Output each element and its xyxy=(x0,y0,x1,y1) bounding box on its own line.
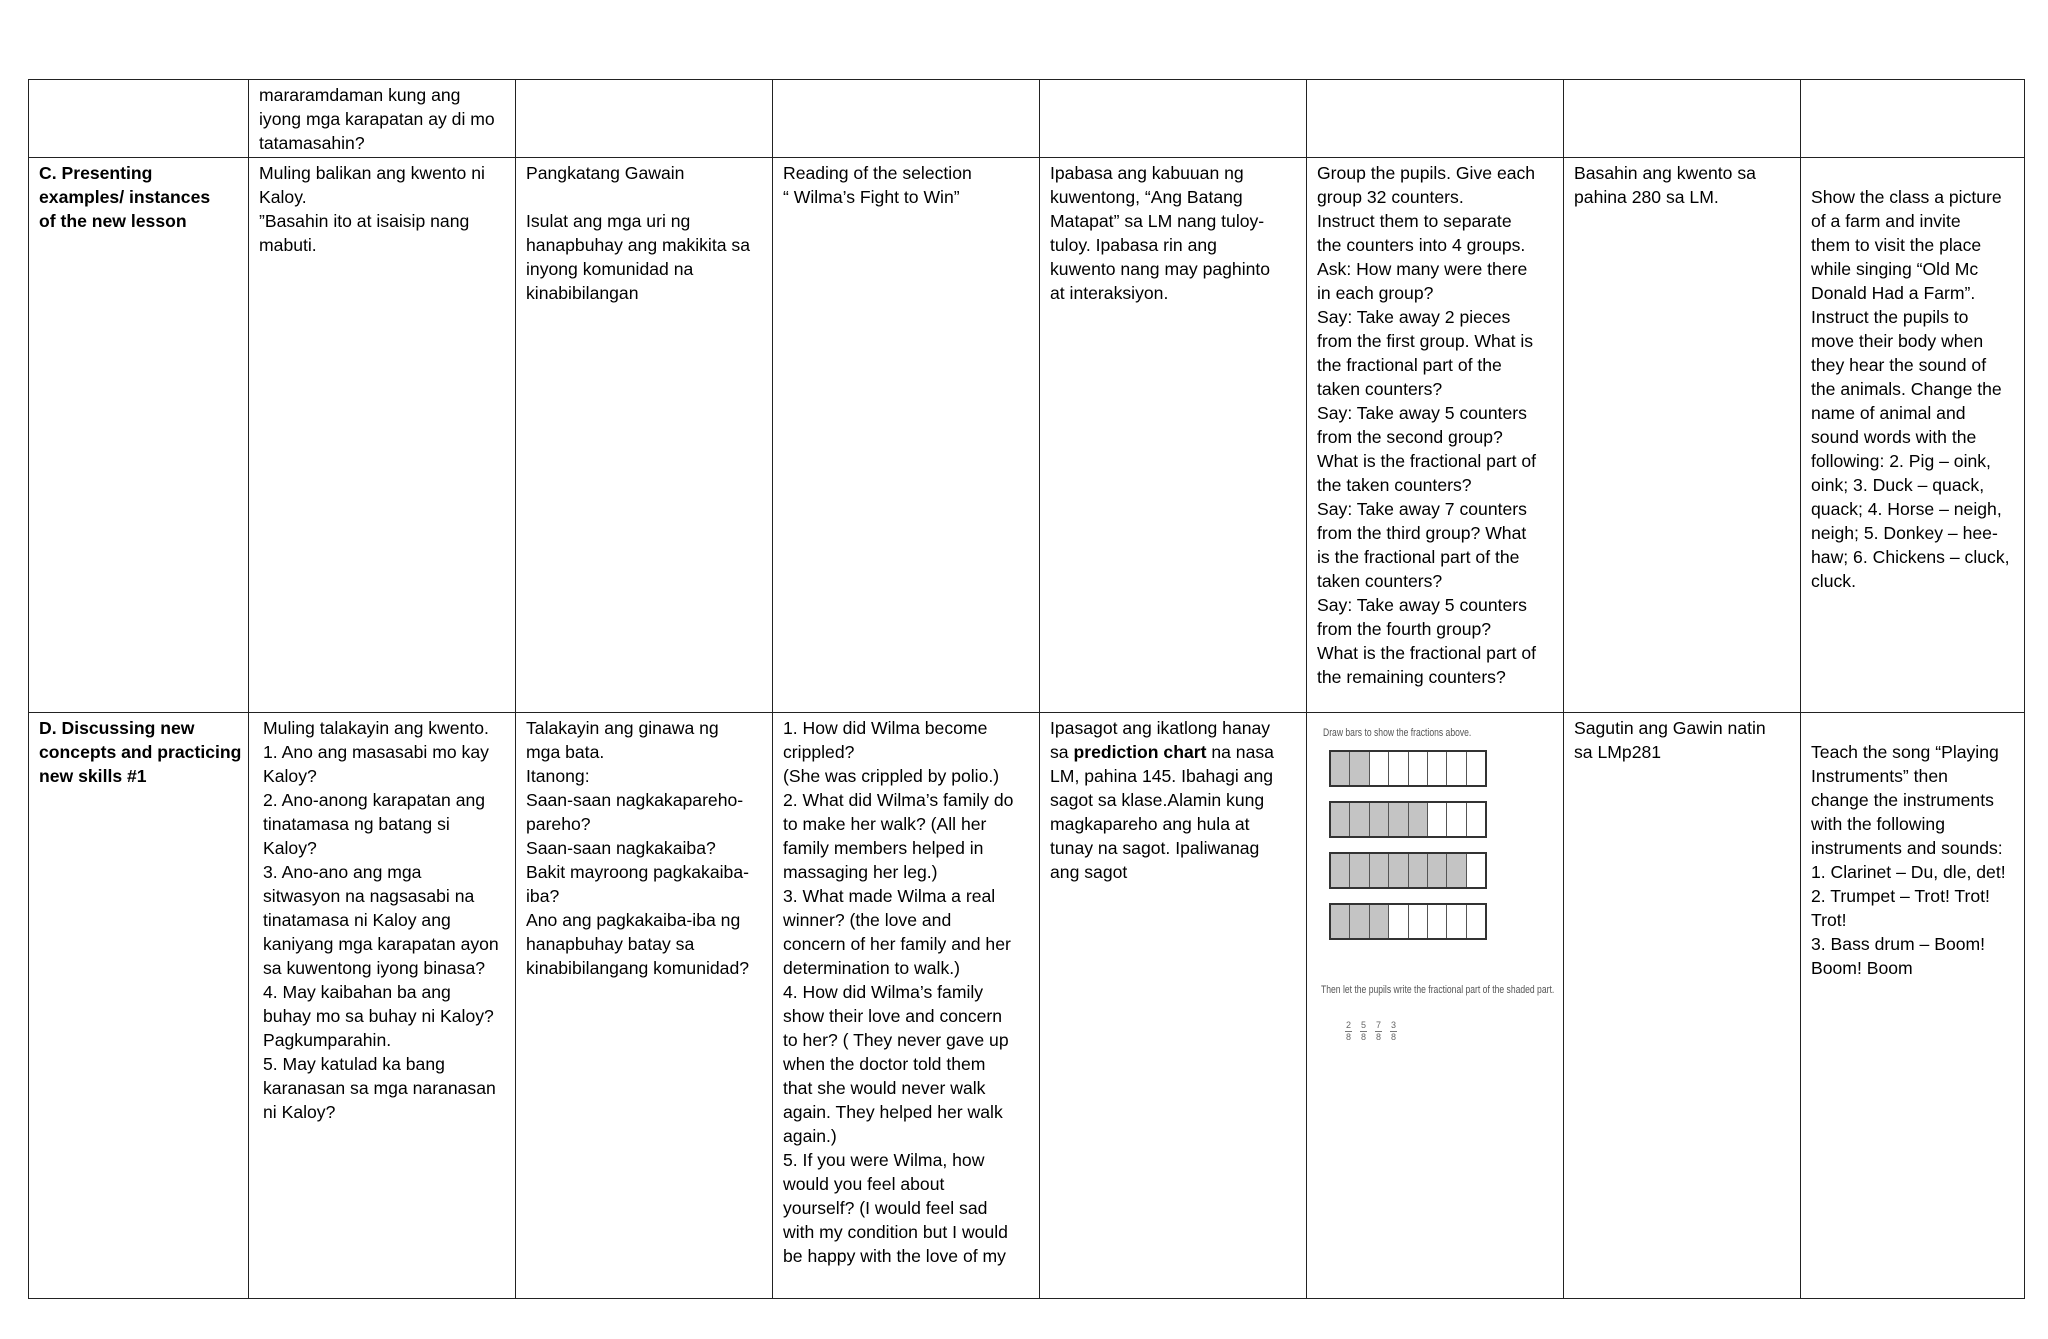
table-cell xyxy=(1564,158,1801,713)
text-line: 1. Ano ang masasabi mo kay xyxy=(263,742,489,762)
text-line: 1. How did Wilma become xyxy=(783,718,988,738)
text-fragment: sa xyxy=(1050,742,1074,762)
row-label-cell xyxy=(29,80,249,158)
text-line: sa kuwentong iyong binasa? xyxy=(263,958,486,978)
text-line: Trot! xyxy=(1811,910,1847,930)
text-line: iyong mga karapatan ay di mo xyxy=(259,109,495,129)
table-cell xyxy=(1564,80,1801,158)
table-cell xyxy=(1801,80,2025,158)
denominator: 8 xyxy=(1375,1032,1381,1042)
text-line: Isulat ang mga uri ng xyxy=(526,211,691,231)
text-line: determination to walk.) xyxy=(783,958,960,978)
text-line: Bakit mayroong pagkakaiba- xyxy=(526,862,749,882)
text-line: inyong komunidad na xyxy=(526,259,694,279)
text-line: Pagkumparahin. xyxy=(263,1030,392,1050)
text-line: kinabibilangan xyxy=(526,283,639,303)
text-line: Say: Take away 7 counters xyxy=(1317,499,1527,519)
text-line: from the first group. What is xyxy=(1317,331,1534,351)
text-line: pahina 280 sa LM. xyxy=(1574,187,1719,207)
text-line: massaging her leg.) xyxy=(783,862,938,882)
bar-segment xyxy=(1447,752,1466,785)
text-line: haw; 6. Chickens – cluck, xyxy=(1811,547,2010,567)
text-line: of a farm and invite xyxy=(1811,211,1961,231)
text-line: 3. What made Wilma a real xyxy=(783,886,996,906)
fraction-label xyxy=(1390,1021,1397,1042)
text-line: ang sagot xyxy=(1050,862,1128,882)
text-line: Kaloy? xyxy=(263,766,317,786)
table-cell xyxy=(773,713,1040,1299)
shaded-segment xyxy=(1409,803,1428,836)
text-line: would you feel about xyxy=(783,1174,945,1194)
text-line: sound words with the xyxy=(1811,427,1977,447)
text-line: mararamdaman kung ang xyxy=(259,85,461,105)
text-line: “ Wilma’s Fight to Win” xyxy=(783,187,960,207)
table-cell xyxy=(516,713,773,1299)
text-line: D. Discussing new xyxy=(39,718,195,738)
bar-segment xyxy=(1409,905,1428,938)
text-line: they hear the sound of xyxy=(1811,355,1987,375)
table-cell xyxy=(1307,80,1564,158)
shaded-segment xyxy=(1447,854,1466,887)
bar-segment xyxy=(1447,905,1466,938)
shaded-segment xyxy=(1350,854,1369,887)
text-line: them to visit the place xyxy=(1811,235,1982,255)
fraction-bar xyxy=(1329,801,1487,838)
figure-instruction: Then let the pupils write the fractional part of the shaded part. xyxy=(1321,984,1555,996)
text-line: Muling talakayin ang kwento. xyxy=(263,718,489,738)
denominator: 8 xyxy=(1360,1032,1366,1042)
text-line: karanasan sa mga naranasan xyxy=(263,1078,496,1098)
text-line: kuwento nang may paghinto xyxy=(1050,259,1271,279)
table-cell xyxy=(773,158,1040,713)
shaded-segment xyxy=(1350,803,1369,836)
text-line: change the instruments xyxy=(1811,790,1994,810)
text-line: sagot sa klase.Alamin kung xyxy=(1050,790,1265,810)
table-cell xyxy=(1040,80,1307,158)
table-cell xyxy=(516,158,773,713)
text-line: at interaksiyon. xyxy=(1050,283,1169,303)
text-line: Ano ang pagkakaiba-iba ng xyxy=(526,910,741,930)
text-line: Itanong: xyxy=(526,766,590,786)
text-line: Kaloy. xyxy=(259,187,307,207)
fraction-label xyxy=(1360,1021,1367,1042)
text-line: kaniyang mga karapatan ayon xyxy=(263,934,499,954)
fraction-label xyxy=(1345,1021,1352,1042)
bar-segment xyxy=(1428,803,1447,836)
lesson-plan-table xyxy=(28,79,2025,1299)
text-line: examples/ instances xyxy=(39,187,211,207)
text-line: Saan-saan nagkakapareho- xyxy=(526,790,744,810)
text-line: Reading of the selection xyxy=(783,163,972,183)
bar-segment xyxy=(1409,752,1428,785)
shaded-segment xyxy=(1370,905,1389,938)
text-line: when the doctor told them xyxy=(783,1054,986,1074)
text-line: the animals. Change the xyxy=(1811,379,2002,399)
text-line: ”Basahin ito at isaisip nang xyxy=(259,211,470,231)
text-line: Ask: How many were there xyxy=(1317,259,1528,279)
text-line: Kaloy? xyxy=(263,838,317,858)
text-line: 2. What did Wilma’s family do xyxy=(783,790,1014,810)
text-line: 1. Clarinet – Du, dle, det! xyxy=(1811,862,2006,882)
text-line: Group the pupils. Give each xyxy=(1317,163,1536,183)
bar-segment xyxy=(1370,752,1389,785)
text-line: sitwasyon na nagsasabi na xyxy=(263,886,475,906)
fraction-bar xyxy=(1329,852,1487,889)
text-line: Matapat” sa LM nang tuloy- xyxy=(1050,211,1265,231)
bar-segment xyxy=(1447,803,1466,836)
table-cell xyxy=(1307,158,1564,713)
fraction-answers xyxy=(1345,1021,1397,1042)
shaded-segment xyxy=(1370,803,1389,836)
bar-segment xyxy=(1467,752,1485,785)
table-cell xyxy=(1040,158,1307,713)
text-fragment: na nasa xyxy=(1206,742,1274,762)
text-line: Talakayin ang ginawa ng xyxy=(526,718,719,738)
text-line: Ipabasa ang kabuuan ng xyxy=(1050,163,1244,183)
table-row xyxy=(29,713,2025,1299)
shaded-segment xyxy=(1409,854,1428,887)
text-line: Instruments” then xyxy=(1811,766,1948,786)
text-line: What is the fractional part of xyxy=(1317,643,1537,663)
text-line: instruments and sounds: xyxy=(1811,838,2003,858)
text-line: is the fractional part of the xyxy=(1317,547,1520,567)
numerator: 7 xyxy=(1375,1020,1381,1030)
text-line: Say: Take away 5 counters xyxy=(1317,403,1527,423)
text-line: Pangkatang Gawain xyxy=(526,163,685,183)
text-line: that she would never walk xyxy=(783,1078,986,1098)
text-line: tatamasahin? xyxy=(259,133,365,153)
text-line: taken counters? xyxy=(1317,571,1443,591)
numerator: 3 xyxy=(1390,1020,1396,1030)
table-cell xyxy=(1564,713,1801,1299)
text-line: tunay na sagot. Ipaliwanag xyxy=(1050,838,1260,858)
text-line: concepts and practicing xyxy=(39,742,242,762)
text-line: 2. Ano-anong karapatan ang xyxy=(263,790,486,810)
text-line: 2. Trumpet – Trot! Trot! xyxy=(1811,886,1990,906)
text-line: Basahin ang kwento sa xyxy=(1574,163,1756,183)
text-line: oink; 3. Duck – quack, xyxy=(1811,475,1985,495)
table-row xyxy=(29,158,2025,713)
text-line: Sagutin ang Gawin natin xyxy=(1574,718,1766,738)
text-line: tuloy. Ipabasa rin ang xyxy=(1050,235,1217,255)
text-line: sa LMp281 xyxy=(1574,742,1662,762)
text-line: Donald Had a Farm”. xyxy=(1811,283,1976,303)
text-line: neigh; 5. Donkey – hee- xyxy=(1811,523,1998,543)
text-line: quack; 4. Horse – neigh, xyxy=(1811,499,2002,519)
text-line: from the second group? xyxy=(1317,427,1503,447)
shaded-segment xyxy=(1428,854,1447,887)
text-line: mabuti. xyxy=(259,235,317,255)
text-line: 4. How did Wilma’s family xyxy=(783,982,984,1002)
text-line: show their love and concern xyxy=(783,1006,1003,1026)
text-line: hanapbuhay ang makikita sa xyxy=(526,235,750,255)
bar-segment xyxy=(1467,803,1485,836)
row-label-discussing-new-concepts xyxy=(29,713,249,1299)
table-cell xyxy=(516,80,773,158)
text-line: the remaining counters? xyxy=(1317,667,1506,687)
bar-segment xyxy=(1467,854,1485,887)
shaded-segment xyxy=(1331,905,1350,938)
text-line: taken counters? xyxy=(1317,379,1443,399)
shaded-segment xyxy=(1389,854,1408,887)
shaded-segment xyxy=(1331,854,1350,887)
table-cell xyxy=(249,158,516,713)
bar-segment xyxy=(1428,752,1447,785)
shaded-segment xyxy=(1370,854,1389,887)
text-line: from the third group? What xyxy=(1317,523,1527,543)
text-line: kuwentong, “Ang Batang xyxy=(1050,187,1243,207)
text-line: Teach the song “Playing xyxy=(1811,742,1999,762)
fraction-figure-cell xyxy=(1307,713,1564,1299)
text-line: Ipasagot ang ikatlong hanay xyxy=(1050,718,1271,738)
text-line xyxy=(1050,740,1296,764)
text-line: ni Kaloy? xyxy=(263,1102,336,1122)
table-cell xyxy=(1040,713,1307,1299)
table-cell xyxy=(773,80,1040,158)
text-line: C. Presenting xyxy=(39,163,153,183)
bar-segment xyxy=(1389,905,1408,938)
shaded-segment xyxy=(1389,803,1408,836)
text-line: to make her walk? (All her xyxy=(783,814,987,834)
table-cell xyxy=(1801,158,2025,713)
text-line: 5. If you were Wilma, how xyxy=(783,1150,985,1170)
text-line: 5. May katulad ka bang xyxy=(263,1054,445,1074)
text-line: mga bata. xyxy=(526,742,605,762)
bar-segment xyxy=(1467,905,1485,938)
text-line: Saan-saan nagkakaiba? xyxy=(526,838,716,858)
text-line: Boom! Boom xyxy=(1811,958,1913,978)
shaded-segment xyxy=(1350,905,1369,938)
numerator: 5 xyxy=(1360,1020,1366,1030)
text-line: from the fourth group? xyxy=(1317,619,1492,639)
text-line: while singing “Old Mc xyxy=(1811,259,1979,279)
text-line: the counters into 4 groups. xyxy=(1317,235,1526,255)
text-line: the taken counters? xyxy=(1317,475,1472,495)
fraction-bars-figure xyxy=(1321,719,1561,1079)
table-cell xyxy=(1801,713,2025,1299)
table-cell xyxy=(249,713,516,1299)
text-line: name of animal and xyxy=(1811,403,1966,423)
text-line: the fractional part of the xyxy=(1317,355,1502,375)
shaded-segment xyxy=(1331,803,1350,836)
text-line: crippled? xyxy=(783,742,855,762)
text-line: 4. May kaibahan ba ang xyxy=(263,982,451,1002)
fraction-label xyxy=(1375,1021,1382,1042)
text-line: yourself? (I would feel sad xyxy=(783,1198,988,1218)
text-line: in each group? xyxy=(1317,283,1434,303)
row-label-presenting-examples xyxy=(29,158,249,713)
text-line: kinabibilangang komunidad? xyxy=(526,958,750,978)
figure-caption: Draw bars to show the fractions above. xyxy=(1323,727,1472,739)
text-line: again.) xyxy=(783,1126,837,1146)
text-line: to her? ( They never gave up xyxy=(783,1030,1009,1050)
text-line: pareho? xyxy=(526,814,591,834)
text-line: concern of her family and her xyxy=(783,934,1011,954)
text-line: Say: Take away 2 pieces xyxy=(1317,307,1511,327)
text-line: with my condition but I would xyxy=(783,1222,1008,1242)
text-line: Muling balikan ang kwento ni xyxy=(259,163,485,183)
text-line xyxy=(526,185,762,209)
table-cell xyxy=(249,80,516,158)
text-line: Say: Take away 5 counters xyxy=(1317,595,1527,615)
shaded-segment xyxy=(1331,752,1350,785)
text-line: move their body when xyxy=(1811,331,1984,351)
text-line: buhay mo sa buhay ni Kaloy? xyxy=(263,1006,494,1026)
text-line: tinatamasa ng batang si xyxy=(263,814,450,834)
text-line: with the following xyxy=(1811,814,1945,834)
fraction-bar xyxy=(1329,903,1487,940)
table-row xyxy=(29,80,2025,158)
text-line: be happy with the love of my xyxy=(783,1246,1006,1266)
text-line: Show the class a picture xyxy=(1811,187,2002,207)
text-line: group 32 counters. xyxy=(1317,187,1464,207)
text-line: cluck. xyxy=(1811,571,1856,591)
text-line: (She was crippled by polio.) xyxy=(783,766,1000,786)
text-line: magkapareho ang hula at xyxy=(1050,814,1250,834)
text-line: LM, pahina 145. Ibahagi ang xyxy=(1050,766,1274,786)
text-line: Instruct the pupils to xyxy=(1811,307,1969,327)
text-line: 3. Ano-ano ang mga xyxy=(263,862,422,882)
shaded-segment xyxy=(1350,752,1369,785)
text-line: family members helped in xyxy=(783,838,984,858)
text-line: iba? xyxy=(526,886,560,906)
fraction-bar xyxy=(1329,750,1487,787)
numerator: 2 xyxy=(1345,1020,1351,1030)
text-line: winner? (the love and xyxy=(783,910,952,930)
text-line: 3. Bass drum – Boom! xyxy=(1811,934,1986,954)
text-line: What is the fractional part of xyxy=(1317,451,1537,471)
text-line: of the new lesson xyxy=(39,211,187,231)
bar-segment xyxy=(1389,752,1408,785)
text-line: following: 2. Pig – oink, xyxy=(1811,451,1991,471)
text-line: hanapbuhay batay sa xyxy=(526,934,695,954)
text-line: tinatamasa ni Kaloy ang xyxy=(263,910,451,930)
text-line: new skills #1 xyxy=(39,766,147,786)
denominator: 8 xyxy=(1345,1032,1351,1042)
bold-term: prediction chart xyxy=(1073,742,1207,762)
denominator: 8 xyxy=(1390,1032,1396,1042)
text-line: Instruct them to separate xyxy=(1317,211,1512,231)
bar-segment xyxy=(1428,905,1447,938)
text-line: again. They helped her walk xyxy=(783,1102,1003,1122)
